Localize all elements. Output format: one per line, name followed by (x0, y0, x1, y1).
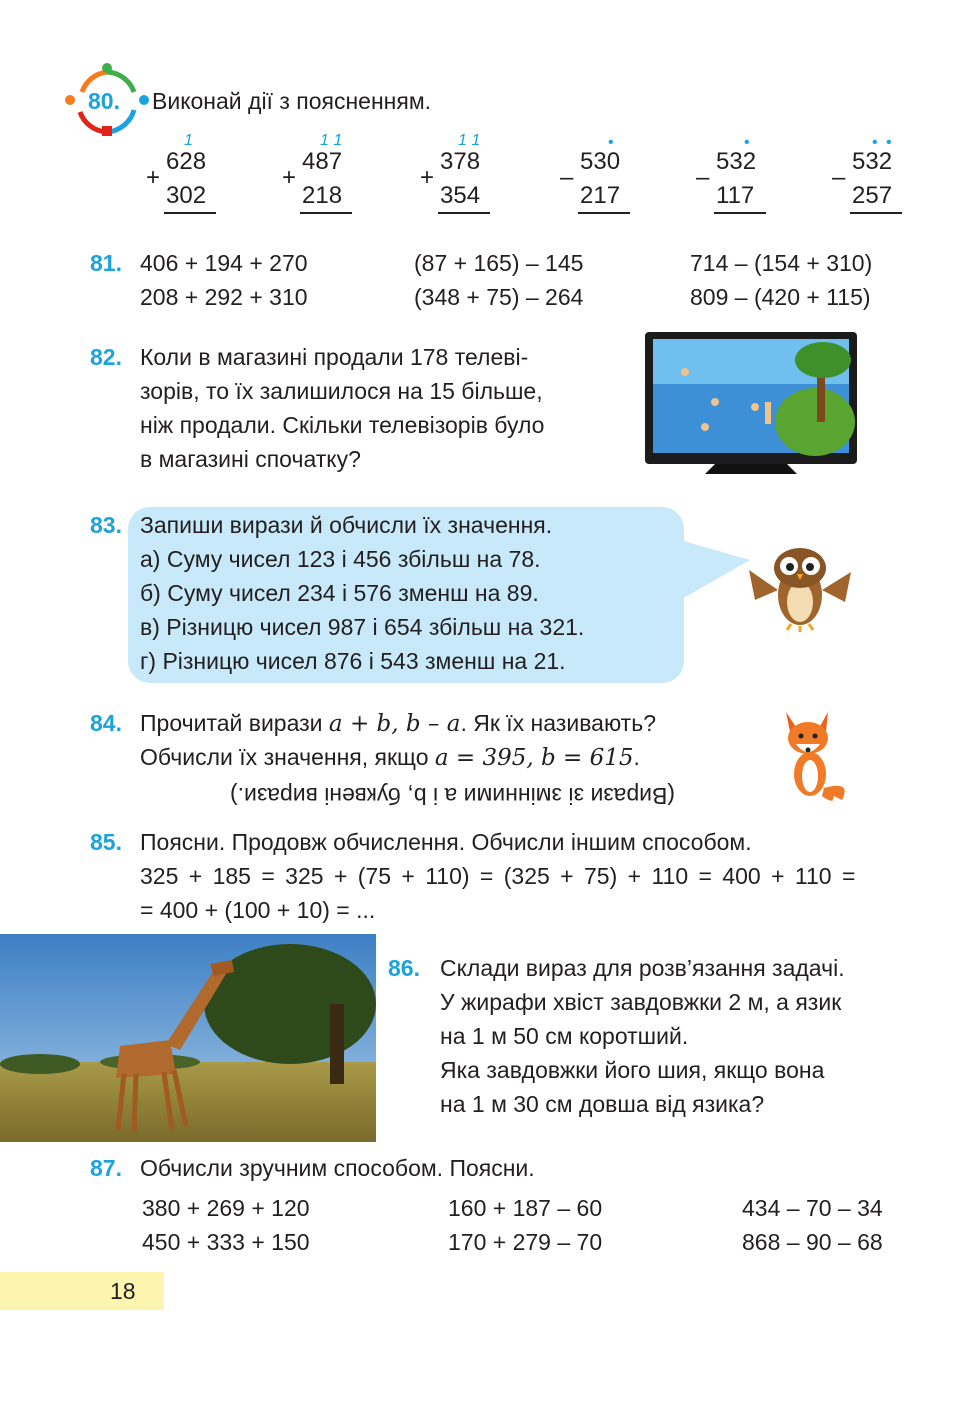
task-line: Поясни. Продовж обчислення. Обчисли іншим способом. (140, 829, 752, 855)
problem-line: Коли в магазині продали 178 телеві- (140, 344, 529, 370)
exercise-number: 85. (90, 829, 122, 855)
column-operation (560, 132, 630, 222)
task-line: в) Різницю чисел 987 і 654 збільш на 321. (140, 614, 585, 640)
carry-digits: 1 1 (458, 132, 481, 149)
calculation-line: = 400 + (100 + 10) = ... (140, 897, 376, 923)
operand-top: 487 (302, 148, 343, 175)
exercise-number: 86. (388, 955, 420, 981)
problem-line: Склади вираз для розв’язання задачі. (440, 955, 845, 981)
expression: 809 – (420 + 115) (690, 284, 871, 310)
borrow-dots: • • (872, 134, 894, 151)
problem-line: Яка завдовжки його шия, якщо вона (440, 1057, 825, 1083)
page-number: 18 (110, 1278, 136, 1304)
expression: 208 + 292 + 310 (140, 284, 308, 310)
expression: 868 – 90 – 68 (742, 1229, 883, 1255)
column-operation (146, 132, 216, 222)
text-part: . (633, 744, 640, 770)
expression: 170 + 279 – 70 (448, 1229, 603, 1255)
result-line (300, 212, 352, 214)
giraffe-photo (0, 934, 376, 1142)
expression: 434 – 70 – 34 (742, 1195, 883, 1221)
task-line: Обчисли зручним способом. Поясни. (140, 1155, 535, 1181)
borrow-dots: • (608, 134, 616, 151)
exercise-number: 84. (90, 710, 122, 736)
result-line (578, 212, 630, 214)
problem-line: ніж продали. Скільки телевізорів було (140, 412, 545, 438)
expression-values: a = 395, b = 615 (434, 745, 634, 771)
task-line: а) Суму чисел 123 і 456 збільш на 78. (140, 546, 541, 572)
task-line: б) Суму чисел 234 і 576 зменш на 89. (140, 580, 539, 606)
column-operation (832, 132, 902, 222)
column-operation (696, 132, 766, 222)
operand-top: 532 (716, 148, 757, 175)
exercise-number: 81. (90, 250, 122, 276)
operator: + (282, 164, 297, 191)
operand-top: 532 (852, 148, 893, 175)
expression: 714 – (154 + 310) (690, 250, 873, 276)
page-number-bar (0, 1272, 164, 1310)
operand-bottom: 217 (580, 182, 621, 209)
expression: (87 + 165) – 145 (414, 250, 584, 276)
speech-bubble-tail (680, 540, 750, 600)
expression: 160 + 187 – 60 (448, 1195, 603, 1221)
result-line (164, 212, 216, 214)
exercise-number: 87. (90, 1155, 122, 1181)
expression: 450 + 333 + 150 (142, 1229, 310, 1255)
task-line: г) Різницю чисел 876 і 543 зменш на 21. (140, 648, 566, 674)
operand-bottom: 302 (166, 182, 207, 209)
text-part: . Як їх називають? (460, 710, 656, 736)
exercise-text: Виконай дії з поясненням. (152, 88, 432, 114)
exercise-number: 80. (88, 88, 120, 114)
fox-illustration (776, 708, 852, 804)
expression: (348 + 75) – 264 (414, 284, 584, 310)
operator: – (560, 164, 574, 191)
result-line (714, 212, 766, 214)
operand-bottom: 354 (440, 182, 481, 209)
text-part: Обчисли їх значення, якщо (140, 744, 435, 770)
problem-line: на 1 м 50 см коротший. (440, 1023, 689, 1049)
operator: – (832, 164, 846, 191)
expression: 406 + 194 + 270 (140, 250, 308, 276)
task-line: Запиши вирази й обчисли їх значення. (140, 512, 553, 538)
operand-bottom: 218 (302, 182, 343, 209)
text-part: Прочитай вирази (140, 710, 329, 736)
operand-top: 530 (580, 148, 621, 175)
operator: – (696, 164, 710, 191)
operand-bottom: 257 (852, 182, 893, 209)
task-line (140, 706, 656, 741)
operand-bottom: 117 (716, 182, 755, 209)
problem-line: на 1 м 30 см довша від язика? (440, 1091, 765, 1117)
result-line (850, 212, 902, 214)
operand-top: 628 (166, 148, 207, 175)
calculation-line: 325 + 185 = 325 + (75 + 110) = (325 + 75) + 110 = 400 + 110 = (140, 863, 856, 889)
operator: + (146, 164, 161, 191)
expression-variables: a + b, b – a (328, 711, 461, 737)
problem-line: в магазині спочатку? (140, 446, 361, 472)
exercise-number: 83. (90, 512, 122, 538)
column-operation (282, 132, 352, 222)
operand-top: 378 (440, 148, 481, 175)
column-operation (420, 132, 490, 222)
upside-down-answer (230, 779, 675, 813)
operator: + (420, 164, 435, 191)
carry-digits: 1 1 (320, 132, 343, 149)
tv-illustration (645, 332, 857, 478)
carry-digits: 1 (184, 132, 193, 149)
problem-line: У жирафи хвіст завдовжки 2 м, а язик (440, 989, 842, 1015)
expression: 380 + 269 + 120 (142, 1195, 310, 1221)
problem-line: зорів, то їх залишилося на 15 більше, (140, 378, 543, 404)
result-line (438, 212, 490, 214)
task-line (140, 740, 640, 775)
borrow-dots: • (744, 134, 752, 151)
exercise-number: 82. (90, 344, 122, 370)
answer-text: (Вирази зі змінними a і b, буквені вирази.) (230, 783, 676, 809)
owl-illustration (745, 540, 855, 632)
